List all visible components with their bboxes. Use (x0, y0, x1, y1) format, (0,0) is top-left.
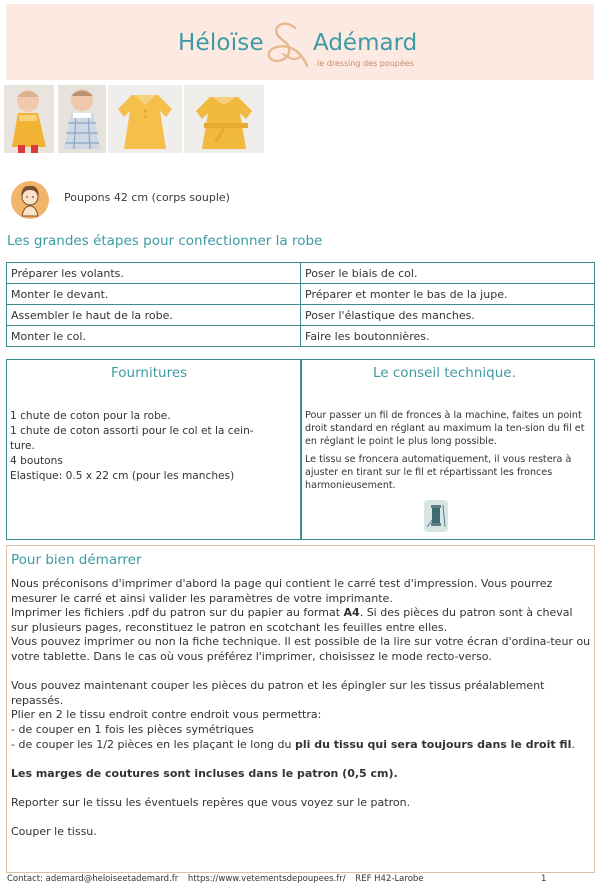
table-row (7, 326, 595, 347)
table-row (7, 284, 595, 305)
website-link[interactable]: https://www.vetementsdepoupees.fr/ (187, 874, 346, 884)
text-run: . Si des pièces du patron sont à cheval sur plusieurs pages, reconstituez le patron en scotchant les feuilles entre elles. (11, 606, 573, 634)
getting-started-title: Pour bien démarrer (11, 552, 142, 568)
step-cell: Poser l'élastique des manches. (301, 305, 595, 326)
text-run: . (571, 737, 575, 751)
list-item: - de couper en 1 fois les pièces symétriques (11, 722, 254, 736)
step-cell: Préparer les volants. (7, 263, 301, 284)
sewing-thread-icon (423, 499, 449, 533)
paragraph: Nous préconisons d'imprimer d'abord la page qui contient le carré test d'impression. Vous pourrez mesurer le carré et ainsi valider les paramètres de votre imprimante. (11, 577, 553, 605)
paragraph: Couper le tissu. (11, 825, 97, 839)
step-cell: Assembler le haut de la robe. (7, 305, 301, 326)
getting-started-box (6, 545, 595, 873)
column-divider (300, 360, 302, 539)
supplies-list (10, 409, 295, 484)
photo-doll-yellow-dress (4, 85, 54, 153)
steps-title: Les grandes étapes pour confectionner la robe (7, 233, 323, 249)
step-cell: Monter le col. (7, 326, 301, 347)
tip-title: Le conseil technique. (373, 365, 516, 381)
list-item: Elastique: 0.5 x 22 cm (pour les manches) (10, 470, 235, 482)
brand-header (6, 4, 594, 80)
list-item: 4 boutons (10, 455, 63, 467)
step-cell: Monter le devant. (7, 284, 301, 305)
paragraph (11, 606, 591, 635)
supplies-and-tip-box (6, 359, 595, 540)
step-cell: Faire les boutonnières. (301, 326, 595, 347)
brand-tagline: le dressing des poupées (317, 59, 414, 68)
list-item: ture. (10, 440, 35, 452)
step-cell: Préparer et monter le bas de la jupe. (301, 284, 595, 305)
list-item: 1 chute de coton assorti pour le col et la cein- (10, 425, 254, 437)
tip-paragraph: Pour passer un fil de fronces à la machine, faites un point droit standard en réglant au maximum la ten-sion du fil et en réglant le point le plus long possible. (305, 410, 585, 447)
steps-table (6, 262, 595, 347)
list-item: 1 chute de coton pour la robe. (10, 410, 171, 422)
list-item (11, 738, 591, 753)
table-row (7, 305, 595, 326)
seam-allowance-note: Les marges de coutures sont incluses dans le patron (0,5 cm). (11, 766, 398, 780)
paper-format: A4 (343, 606, 360, 620)
doll-icon (10, 180, 50, 220)
paragraph: Vous pouvez maintenant couper les pièces du patron et les épingler sur les tissus préalablement repassés. (11, 679, 545, 707)
tip-text (305, 409, 590, 497)
footer (7, 874, 431, 884)
paragraph: Plier en 2 le tissu endroit contre endroit vous permettra: (11, 708, 322, 722)
getting-started-text (11, 577, 591, 840)
text-run: Imprimer les fichiers .pdf du patron sur du papier au format (11, 606, 344, 620)
photo-yellow-dress-back (184, 85, 264, 153)
emphasis: pli du tissu qui sera toujours dans le droit fil (294, 737, 572, 751)
photo-doll-plaid-dress (58, 85, 106, 153)
photo-yellow-dress-front (108, 85, 182, 153)
step-cell: Poser le biais de col. (301, 263, 595, 284)
supplies-title: Fournitures (111, 365, 188, 381)
paragraph: Vous pouvez imprimer ou non la fiche technique. Il est possible de la lire sur votre écran d'ordina-teur ou votre tablette. Dans le cas où vous préférez l'imprimer, choisissez le mode recto-verso. (11, 635, 591, 663)
contact-email[interactable]: Contact: ademard@heloiseetademard.fr (7, 874, 179, 884)
doll-size-label: Poupons 42 cm (corps souple) (64, 191, 230, 204)
table-row (7, 263, 595, 284)
brand-name-left: Héloïse (178, 30, 264, 56)
ampersand-logo-icon (261, 18, 311, 74)
paragraph: Reporter sur le tissu les éventuels repères que vous voyez sur le patron. (11, 795, 411, 809)
reference: REF H42-Larobe (355, 874, 424, 884)
text-run: - de couper les 1/2 pièces en les plaçant le long du (11, 737, 295, 751)
tip-paragraph: Le tissu se froncera automatiquement, il vous restera à ajuster en tirant sur le fil et répartissant les fronces harmonieusement. (305, 454, 572, 491)
brand-name-right: Adémard (313, 30, 418, 56)
page-number: 1 (541, 874, 547, 884)
